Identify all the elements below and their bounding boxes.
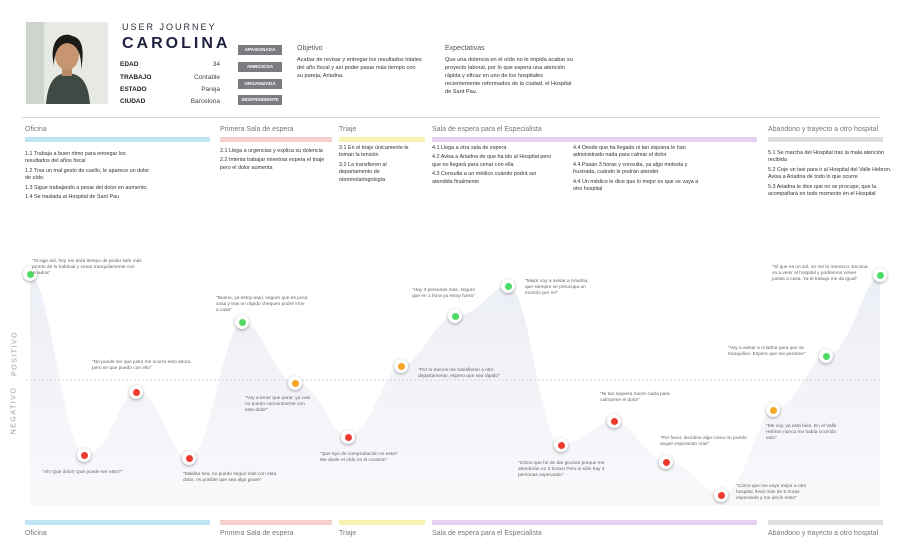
journey-point bbox=[766, 403, 780, 417]
profile-value: Barcelona bbox=[190, 98, 220, 105]
journey-quote: "Cómo que he de dar gracias porque me atenderán en 3 horas! Pero si sólo hay 3 personas esperando" bbox=[518, 461, 605, 479]
trait-badge: APASIONADA bbox=[238, 45, 282, 55]
profile-value: 34 bbox=[212, 61, 220, 68]
step-item: 2.2 Intenta trabajar mientras espera el triaje pero el dolor aumenta bbox=[220, 157, 325, 171]
journey-quote: "Voy a tener que parar, ya casi no puedo concentrarme con este dolor" bbox=[245, 396, 311, 414]
step-item: 1.1 Trabaja a buen ritmo para entregar los resultados del años fiscal bbox=[25, 151, 126, 165]
phase-label-leaving: Abandono y trayecto a otro hospital bbox=[768, 126, 879, 133]
phase-label-waiting-room: Primera Sala de espera bbox=[220, 126, 294, 133]
step-item: 4.4 Desde que ha llegado ni tan siquiera le han administrado nada para calmar el dolor bbox=[573, 145, 686, 159]
phase-label-office: Oficina bbox=[25, 126, 47, 133]
step-item: 3.2 La transfieren al departamento de otorrinolaringología bbox=[339, 161, 387, 183]
step-item: 4.2 Avisa a Ariadna de que ha ido al Hospital pero que no llegará para cenar con ella bbox=[432, 154, 552, 168]
journey-quote: "Si sigo así, hoy me dará tiempo de poder salir más pronto de lo habitual y cenar tranquilamente con Ariadna" bbox=[32, 259, 142, 277]
step-item: 4.4 Pasan 3 horas y consulta, ya algo molesta y frustrada, cuándo le podrán atender bbox=[573, 161, 688, 176]
journey-quote: "Mejor voy a avisar a Ariadna, que siempre se preocupa un montón por mí" bbox=[525, 279, 589, 297]
footer-label-specialist: Sala de espera para el Especialista bbox=[432, 530, 542, 537]
journey-quote: "Voy a avisar a Ariadna para que se tranquilice. Espero que me perdone" bbox=[728, 346, 806, 358]
expectations-heading: Expectativas bbox=[445, 45, 485, 52]
journey-point bbox=[235, 315, 249, 329]
journey-quote: "Me voy, ya está bien. En el Valle Hebron nunca me había ocurrido esto" bbox=[766, 424, 837, 442]
journey-point bbox=[394, 359, 408, 373]
journey-point bbox=[607, 414, 621, 428]
profile-label: EDAD bbox=[120, 61, 139, 68]
profile-label: CIUDAD bbox=[120, 98, 146, 105]
step-item: 2.1 Llega a urgencias y explica su dolencia bbox=[220, 148, 323, 154]
footer-label-triage: Triaje bbox=[339, 530, 357, 537]
journey-point bbox=[129, 385, 143, 399]
trait-badge: INDEPENDIENTE bbox=[238, 95, 282, 105]
journey-quote: "Ah! Qué dolor! Qué puede ser esto?" bbox=[42, 470, 123, 475]
journey-point bbox=[659, 455, 673, 469]
journey-point bbox=[182, 451, 196, 465]
step-item: 1.3 Sigue trabajando a pesar del dolor en aumento. bbox=[25, 184, 148, 191]
footer-bar-leaving bbox=[768, 520, 883, 525]
footer-bar-waiting-room bbox=[220, 520, 332, 525]
profile-value: Pareja bbox=[201, 86, 220, 93]
step-item: 5.2 Coje un taxi para ir al Hospital del Valle Hebron. Avisa a Ariadna de todo lo que ocurre bbox=[768, 166, 892, 181]
journey-quote: "Ni tan siquiera hacen nada para calmarme el dolor" bbox=[600, 392, 670, 404]
footer-label-waiting-room: Primera Sala de espera bbox=[220, 530, 294, 537]
trait-badge: ORGANIZADA bbox=[238, 79, 282, 89]
step-item: 4.3 Consulta a un médico cuándo podrá ser atendida finalmente bbox=[432, 171, 537, 185]
step-item: 5.3 Ariadna le dice que no se procupe, que la acompañará en todo momento en el Hospital bbox=[768, 183, 877, 198]
footer-bar-specialist bbox=[432, 520, 757, 525]
persona-name: CAROLINA bbox=[122, 35, 231, 52]
journey-quote: "Hay 3 personas más, seguro que en 1 hora ya estoy fuera" bbox=[412, 288, 476, 300]
journey-quote: "No puede ser que justo me ocurra esto ahora, pero se que puedo con ello" bbox=[92, 360, 192, 372]
footer-bar-triage bbox=[339, 520, 425, 525]
journey-point bbox=[873, 268, 887, 282]
journey-point bbox=[554, 438, 568, 452]
step-item: 5.1 Se marcha del Hospital tras la mala atención recibida bbox=[768, 150, 884, 164]
journey-quote: "Maldita sea, no puedo seguir más con esta dolor, es posible que sea algo grave" bbox=[183, 472, 277, 484]
journey-point bbox=[288, 376, 302, 390]
profile-label: ESTADO bbox=[120, 86, 147, 93]
journey-point bbox=[714, 488, 728, 502]
step-item: 1.2 Tras un mal gesto de cuello, le aparece un dolor de oído. bbox=[25, 167, 150, 182]
profile-value: Contable bbox=[193, 74, 220, 81]
expectations-text: Que una dolencia en el oído no le impida acabar su proyecto laboral, por lo que espera una atención rápida y eficaz en uno de los hospitales recientemente reformados de la ciudad, el Hospital de Sant Pau. bbox=[445, 57, 573, 95]
journey-point bbox=[341, 430, 355, 444]
journey-point bbox=[501, 279, 515, 293]
phase-label-specialist: Sala de espera para el Especialista bbox=[432, 126, 542, 133]
footer-label-office: Oficina bbox=[25, 530, 47, 537]
journey-quote: "Por lo menos me transfieren a otro departamento, espero que sea rápido" bbox=[418, 368, 500, 380]
journey-quote: "Que tipo de comprobación es esta? Me duele el oído no el corazón" bbox=[320, 452, 398, 464]
journey-quote: "Sí que es un sol, no me lo merezco. Encima va a venir al hospital y podremos volver juntas a casa. Ya el trabajo me da igual" bbox=[772, 265, 868, 283]
step-item: 1.4 Se traslada al Hospital de Sant Pau bbox=[25, 194, 120, 201]
objective-text: Acabar de revisar y entregar los resultados totales del año fiscal y así poder pasar más tiempo con su pareja, Ariadna. bbox=[297, 57, 422, 79]
footer-label-leaving: Abandono y trayecto a otro hospital bbox=[768, 530, 879, 537]
objective-heading: Objetivo bbox=[297, 45, 323, 52]
profile-label: TRABAJO bbox=[120, 74, 152, 81]
journey-subtitle: USER JOURNEY bbox=[122, 22, 217, 32]
step-item: 4.1 Llega a otra sala de espera bbox=[432, 145, 507, 151]
step-item: 4.4 Un médico le dice que lo mejor es que se vaya a otro hospital bbox=[573, 178, 699, 193]
journey-point bbox=[77, 448, 91, 462]
journey-quote: "Por favor, decidme algo como no puedo seguir esperando más" bbox=[660, 436, 747, 448]
journey-quote: "Cómo que me vaya mejor a otro hospital, llevó más de 5 horas esperando y me decís esto!" bbox=[736, 484, 807, 502]
step-item: 3.1 En el triaje únicamente le toman la tensión bbox=[339, 145, 409, 159]
journey-quote: "Bueno, ya estoy aquí, seguro que es poca cosa y tras un rápido chequeo podré irme a casa" bbox=[216, 296, 308, 314]
footer-bar-office bbox=[25, 520, 210, 525]
axis-negative-label: NEGATIVO bbox=[10, 386, 18, 435]
journey-point bbox=[819, 349, 833, 363]
journey-point bbox=[448, 309, 462, 323]
phase-label-triage: Triaje bbox=[339, 126, 357, 133]
axis-positive-label: POSITIVO bbox=[11, 330, 19, 377]
trait-badge: AMBICIOSA bbox=[238, 62, 282, 72]
